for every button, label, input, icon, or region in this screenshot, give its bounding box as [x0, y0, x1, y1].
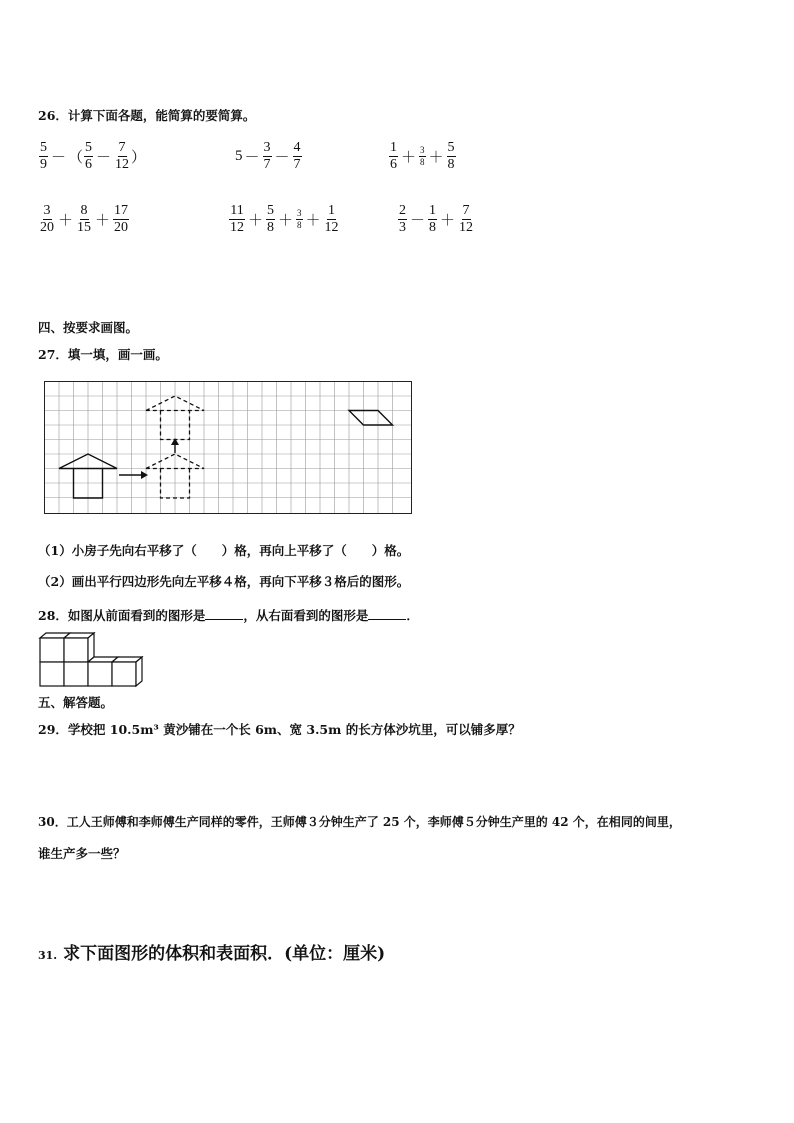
fraction: $\frac{3}{8}$ [420, 145, 425, 167]
fraction: $\frac{7}{12}$ [115, 140, 130, 172]
q31-text: 求下面图形的体积和表面积．(单位：厘米) [63, 944, 386, 964]
fraction: $\frac{5}{6}$ [85, 140, 93, 172]
arrow-right-icon [119, 471, 148, 479]
q30-line1: 30．工人王师傅和李师傅生产同样的零件，王师傅３分钟生产了 25 个，李师傅５分钟生产里的 42 个，在相同的间里， [38, 815, 681, 829]
fraction: $\frac{5}{8}$ [267, 203, 275, 235]
q27-title: 27．填一填，画一画。 [38, 347, 168, 362]
expr-r2-2: $\frac{11}{12}$ ＋ $\frac{5}{8}$ ＋ $\frac{3}{8}$ ＋ $\frac{1}{12}$ [230, 203, 339, 235]
expr-r1-2: 5 － $\frac{3}{7}$ － $\frac{4}{7}$ [235, 140, 301, 172]
fraction: $\frac{2}{3}$ [399, 203, 406, 235]
q27-line1: （1）小房子先向右平移了（ ）格，再向上平移了（ ）格。 [38, 543, 410, 558]
fraction: $\frac{1}{12}$ [324, 203, 339, 235]
fraction: $\frac{8}{15}$ [77, 203, 92, 235]
parallelogram [349, 411, 393, 426]
fraction: $\frac{1}{8}$ [429, 203, 437, 235]
expr-r1-1: $\frac{5}{9}$ － （ $\frac{5}{6}$ － $\frac{7}{12}$ ） [40, 140, 147, 172]
section-5-heading: 五、解答题。 [38, 695, 114, 710]
q26-title: 26．计算下面各题，能简算的要简算。 [38, 108, 256, 123]
fraction: $\frac{3}{20}$ [40, 203, 54, 235]
fraction: $\frac{7}{12}$ [459, 203, 474, 235]
grid-border [45, 382, 412, 514]
translation-grid [44, 381, 412, 514]
answer-blank[interactable] [205, 607, 243, 620]
q31-number: 31. [38, 949, 58, 962]
fraction: $\frac{17}{20}$ [114, 203, 129, 235]
grid-lines [44, 381, 412, 514]
fraction: $\frac{3}{8}$ [297, 208, 302, 230]
fraction: $\frac{5}{8}$ [447, 140, 455, 172]
q29-question: 29．学校把 10.5m³ 黄沙铺在一个长 6m、宽 3.5m 的长方体沙坑里，可以铺多厚？ [38, 722, 521, 737]
q30-line2: 谁生产多一些？ [38, 846, 126, 861]
q27-line2: （2）画出平行四边形先向左平移４格，再向下平移３格后的图形。 [38, 574, 410, 589]
expr-r2-3: $\frac{2}{3}$ － $\frac{1}{8}$ ＋ $\frac{7}{12}$ [399, 203, 474, 235]
fraction: $\frac{4}{7}$ [293, 140, 301, 172]
q28-question: 28．如图从前面看到的图形是 ，从右面看到的图形是 ． [38, 608, 419, 623]
fraction: $\frac{3}{7}$ [263, 140, 271, 172]
cube-stack-figure [38, 632, 148, 688]
q31-question [38, 939, 385, 964]
fraction: $\frac{1}{6}$ [390, 140, 397, 172]
arrow-up-icon [171, 438, 179, 453]
expr-r2-1: $\frac{3}{20}$ ＋ $\frac{8}{15}$ ＋ $\frac{17}{20}$ [40, 203, 129, 235]
answer-blank[interactable] [368, 607, 406, 620]
fraction: $\frac{5}{9}$ [40, 140, 47, 172]
section-4-heading: 四、按要求画图。 [38, 320, 139, 335]
fraction: $\frac{11}{12}$ [230, 203, 244, 235]
expr-r1-3: $\frac{1}{6}$ ＋ $\frac{3}{8}$ ＋ $\frac{5}{8}$ [390, 140, 455, 172]
